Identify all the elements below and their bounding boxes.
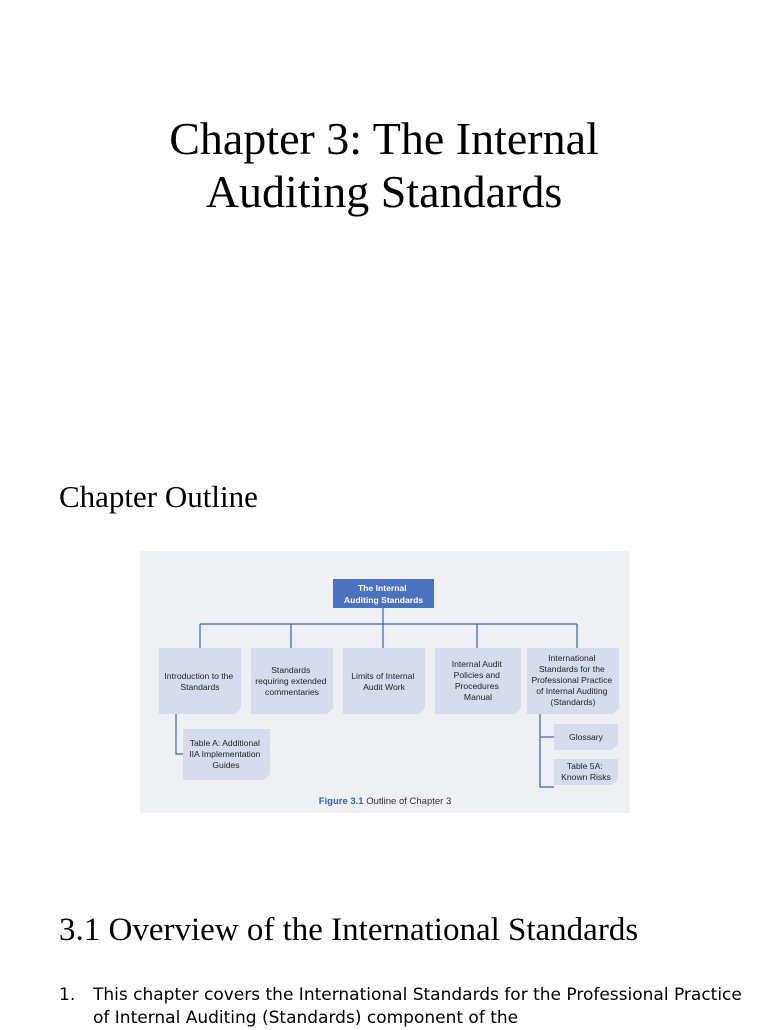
node-label-line: of Internal Auditing — [536, 686, 608, 696]
sub-node — [554, 724, 618, 750]
child-node — [435, 648, 521, 714]
node-label-line: commentaries — [265, 687, 319, 697]
sub-node — [554, 759, 618, 785]
node-label-line: Manual — [463, 692, 493, 702]
figure-caption-text: Outline of Chapter 3 — [363, 796, 452, 807]
node-label-line: Glossary — [569, 732, 603, 742]
node-label-line: Internal Audit — [451, 659, 502, 669]
child-node — [251, 648, 333, 714]
node-label-line: (Standards) — [550, 697, 596, 707]
node-label-line: Standards — [180, 682, 220, 692]
node-label-line: Audit Work — [363, 682, 405, 692]
node-label-line: IIA Implementation — [189, 749, 261, 759]
figure-number: Figure 3.1 — [318, 796, 364, 807]
node-label-line: Table A: Additional — [189, 738, 260, 748]
svg-text:Glossary — [569, 732, 604, 742]
node-label-line: Introduction to the — [164, 671, 234, 681]
slide-title-line-1: Chapter 3: The Internal — [169, 113, 599, 164]
svg-text:Table 5A: Known Risks — [561, 761, 611, 782]
child-node — [159, 648, 241, 714]
node-label-line: Policies and — [453, 670, 500, 680]
body-list — [59, 984, 749, 1030]
outline-heading: Chapter Outline — [59, 479, 258, 514]
list-item-text: This chapter covers the International Standards for the Professional Practice of Internal Auditing (Standards) component of the — [93, 985, 742, 1028]
list-item — [59, 984, 749, 1030]
node-label-line: Procedures — [454, 681, 499, 691]
node-label-line: Standards for the — [538, 664, 605, 674]
node-label-line: Table 5A: — [566, 761, 603, 771]
sub-right-connector — [540, 714, 554, 787]
slide-title — [0, 112, 768, 218]
node-label-line: requiring extended — [255, 676, 327, 686]
org-chart — [140, 551, 630, 813]
child-node — [527, 648, 619, 714]
node-label-line: Limits of Internal — [351, 671, 415, 681]
node-label-line: Known Risks — [561, 772, 611, 782]
section-heading: 3.1 Overview of the International Standards — [59, 912, 639, 948]
sub-left-connector — [176, 714, 183, 754]
slide-title-line-2: Auditing Standards — [205, 166, 563, 217]
node-label-line: Guides — [212, 760, 240, 770]
sub-node — [183, 729, 270, 780]
list-item-number: 1. — [59, 985, 76, 1005]
figure-3-1 — [140, 551, 630, 813]
node-label-line: Standards — [271, 665, 311, 675]
figure-caption — [140, 796, 630, 807]
root-label-line: The Internal — [357, 583, 407, 593]
node-label-line: International — [548, 653, 596, 663]
node-label-line: Professional Practice — [531, 675, 613, 685]
child-node — [343, 648, 425, 714]
root-label-line: Auditing Standards — [343, 595, 424, 605]
